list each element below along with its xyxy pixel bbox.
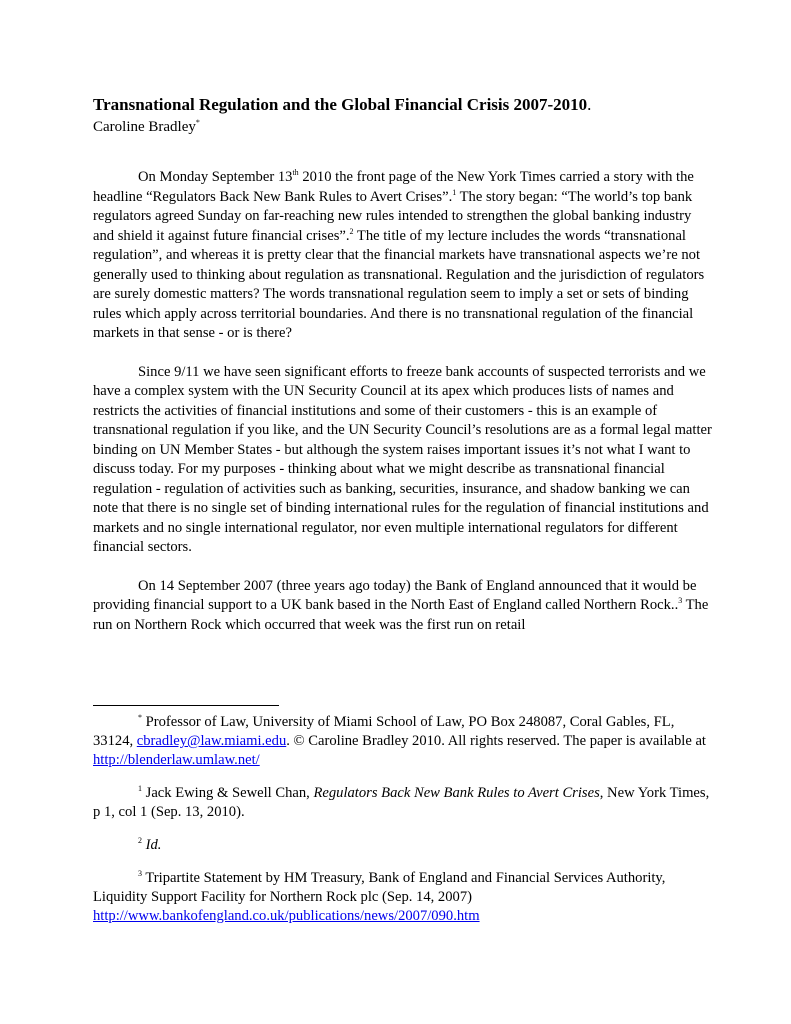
- footnote-2: [93, 836, 713, 855]
- footnote-3: [93, 869, 713, 926]
- author-footnote-mark: *: [195, 118, 200, 127]
- footnote-text: Tripartite Statement by HM Treasury, Bank of England and Financial Services Authority, Liquidity Support Facility for Northern Rock plc (Sep. 14, 2007): [93, 870, 666, 905]
- footnote-mark: *: [138, 713, 142, 722]
- title-block: [93, 95, 703, 136]
- bank-of-england-link[interactable]: http://www.bankofengland.co.uk/publications/news/2007/090.htm: [93, 908, 480, 924]
- paragraph-3: [93, 577, 713, 636]
- paragraph-1: [93, 168, 713, 344]
- paragraph-3-part-2: The run on Northern Rock which occurred that week was the first run on retail: [93, 597, 709, 633]
- footnote-text: Jack Ewing & Sewell Chan,: [142, 785, 314, 801]
- title-text: Transnational Regulation and the Global Financial Crisis 2007-2010: [93, 95, 588, 114]
- paragraph-3-part-1: On 14 September 2007 (three years ago today) the Bank of England announced that it would be providing financial support to a UK bank based in the North East of England called Northern Rock..: [93, 577, 697, 613]
- footnote-separator: [93, 705, 279, 706]
- paragraph-1-part-4: The title of my lecture includes the words “transnational regulation”, and whereas it is pretty clear that the financial markets have transnational aspects we’re not generally used to thinking about regulation as transnational. Regulation and the jurisdiction of regulators are surely domestic matters? The words transnational regulation seem to imply a set or sets of binding rules which apply across territorial boundaries. And there is no transnational regulation of the financial markets in that sense - or is there?: [93, 227, 705, 341]
- website-link[interactable]: http://blenderlaw.umlaw.net/: [93, 752, 260, 768]
- body-text: [93, 168, 713, 654]
- footnotes: [93, 713, 713, 940]
- title-period: .: [587, 95, 592, 114]
- paragraph-1-part-1: On Monday September 13: [138, 169, 293, 185]
- author-name: Caroline Bradley: [93, 119, 196, 135]
- footnote-mark: 1: [138, 784, 142, 793]
- ordinal-superscript: th: [292, 168, 299, 177]
- footnote-ref-2[interactable]: 2: [349, 226, 354, 236]
- footnote-author: [93, 713, 713, 770]
- author-line: [93, 114, 703, 136]
- footnote-text: Id.: [142, 837, 162, 853]
- paragraph-2: Since 9/11 we have seen significant efforts to freeze bank accounts of suspected terrorists and we have a complex system with the UN Security Council at its apex which produces lists of names and restricts the activities of financial institutions and some of their customers - this is an example of transnational regulation if you like, and the UN Security Council’s resolutions are as a formal legal matter binding on UN Member States - but although the system raises important issues it’s not what I want to discuss today. For my purposes - thinking about what we might describe as transnational financial regulation - regulation of activities such as banking, securities, insurance, and shadow banking we can note that there is no single set of binding international rules for the regulation of financial institutions and markets and no single international regulator, nor even multiple international regulators for different financial sectors.: [93, 363, 712, 555]
- paragraph-1-part-2: 2010 the front page of the New York Times carried a story with the headline “Regulators Back New Bank Rules to Avert Crises”.: [93, 169, 694, 205]
- document-title: [93, 95, 703, 114]
- paragraph-1-part-3: The story began: “The world’s top bank regulators agreed Sunday on far-reaching new rules intended to strengthen the global banking industry and shield it against future financial crises”.: [93, 188, 693, 244]
- article-title: Regulators Back New Bank Rules to Avert Crises: [313, 785, 600, 801]
- footnote-mark: 2: [138, 836, 142, 845]
- email-link[interactable]: cbradley@law.miami.edu: [136, 733, 287, 749]
- footnote-text: , New York Times, p 1, col 1 (Sep. 13, 2010).: [93, 785, 710, 820]
- footnote-ref-1[interactable]: 1: [452, 187, 457, 197]
- footnote-text: Professor of Law, University of Miami School of Law, PO Box 248087, Coral Gables, FL, 33124,: [93, 714, 675, 749]
- footnote-mark: 3: [138, 869, 142, 878]
- footnote-1: [93, 784, 713, 822]
- footnote-text: . © Caroline Bradley 2010. All rights reserved. The paper is available at: [286, 733, 706, 749]
- footnote-ref-3[interactable]: 3: [678, 596, 683, 605]
